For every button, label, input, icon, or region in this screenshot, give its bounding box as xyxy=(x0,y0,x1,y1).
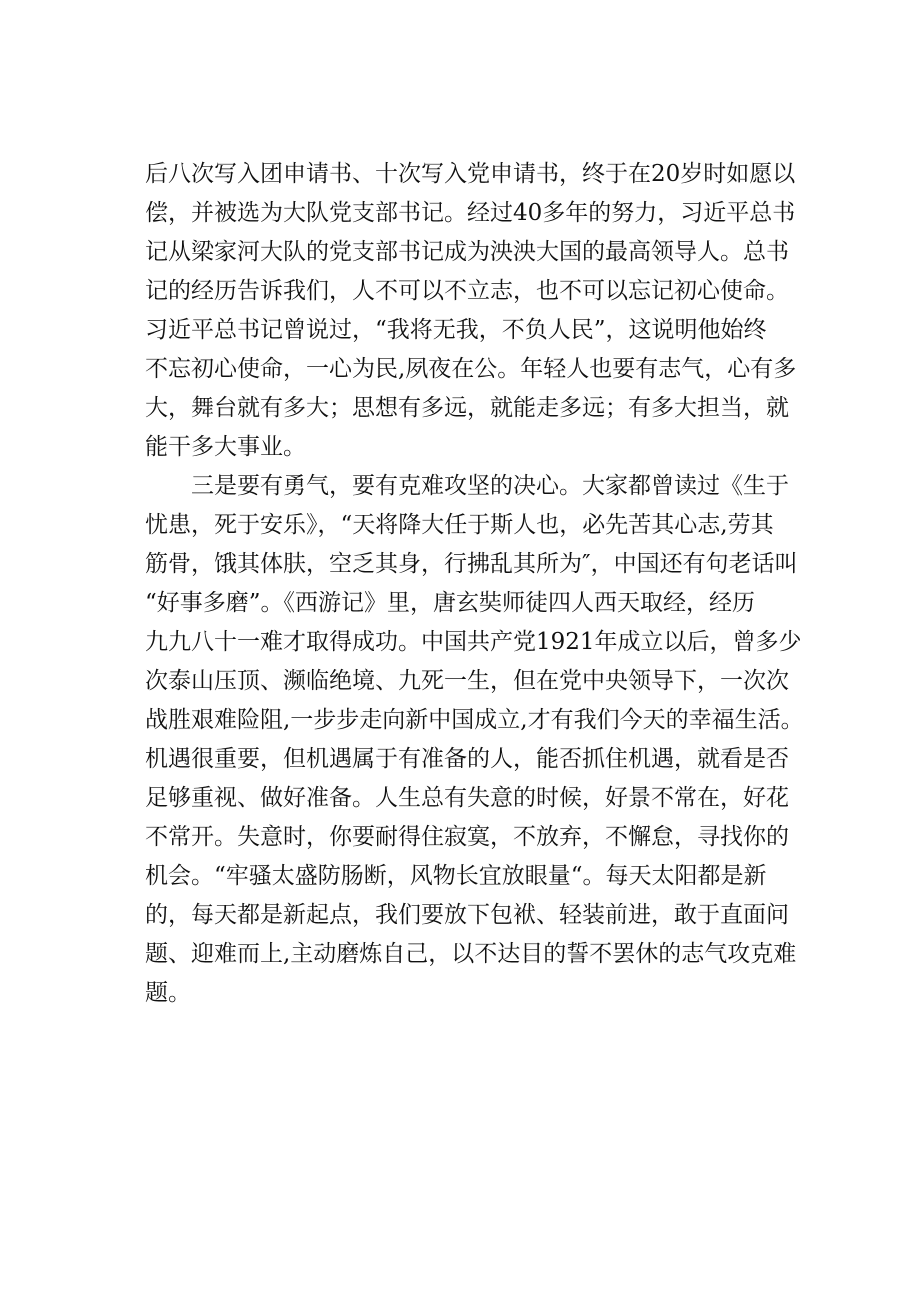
text-line: 记的经历告诉我们，人不可以不立志，也不可以忘记初心使命。 xyxy=(145,278,789,304)
text-line: 忧患，死于安乐》，“天将降大任于斯人也，必先苦其心志,劳其 xyxy=(145,512,774,538)
text-line: 能干多大事业。 xyxy=(145,434,306,460)
text-line: 不常开。失意时，你要耐得住寂寞，不放弃，不懈怠，寻找你的 xyxy=(145,824,789,850)
text-line: 九九八十一难才取得成功。中国共产党1921年成立以后，曾多少 xyxy=(145,629,802,655)
text-line: 题。 xyxy=(145,980,191,1006)
text-line: 题、迎难而上,主动磨炼自己，以不达目的誓不罢休的志气攻克难 xyxy=(145,941,797,967)
text-line: 筋骨，饿其体肤，空乏其身，行拂乱其所为″，中国还有句老话叫 xyxy=(145,551,798,577)
text-line: 次泰山压顶、濒临绝境、九死一生，但在党中央领导下，一次次 xyxy=(145,668,789,694)
text-line: 后八次写入团申请书、十次写入党申请书，终于在20岁时如愿以 xyxy=(145,161,796,187)
paragraph-start-line: 三是要有勇气，要有克难攻坚的决心。大家都曾读过《生于 xyxy=(191,473,789,499)
text-line: 机遇很重要，但机遇属于有准备的人，能否抓住机遇，就看是否 xyxy=(145,746,789,772)
text-line: 的，每天都是新起点，我们要放下包袱、轻装前进，敢于直面问 xyxy=(145,902,789,928)
text-line: 不忘初心使命，一心为民,夙夜在公。年轻人也要有志气，心有多 xyxy=(145,356,797,382)
text-line: 大，舞台就有多大；思想有多远，就能走多远；有多大担当，就 xyxy=(145,395,789,421)
text-line: 习近平总书记曾说过，“我将无我，不负人民”，这说明他始终 xyxy=(145,317,767,343)
text-line: 机会。“牢骚太盛防肠断，风物长宜放眼量“。每天太阳都是新 xyxy=(145,863,767,889)
text-line: 偿，并被选为大队党支部书记。经过40多年的努力，习近平总书 xyxy=(145,200,796,226)
text-line: 战胜艰难险阻,一步步走向新中国成立,才有我们今天的幸福生活。 xyxy=(145,707,804,733)
text-line: 足够重视、做好准备。人生总有失意的时候，好景不常在，好花 xyxy=(145,785,789,811)
text-line: 记从梁家河大队的党支部书记成为泱泱大国的最高领导人。总书 xyxy=(145,239,789,265)
text-line: “好事多磨”。《西游记》里，唐玄奘师徒四人西天取经，经历 xyxy=(145,590,756,616)
body-text xyxy=(145,155,805,1013)
